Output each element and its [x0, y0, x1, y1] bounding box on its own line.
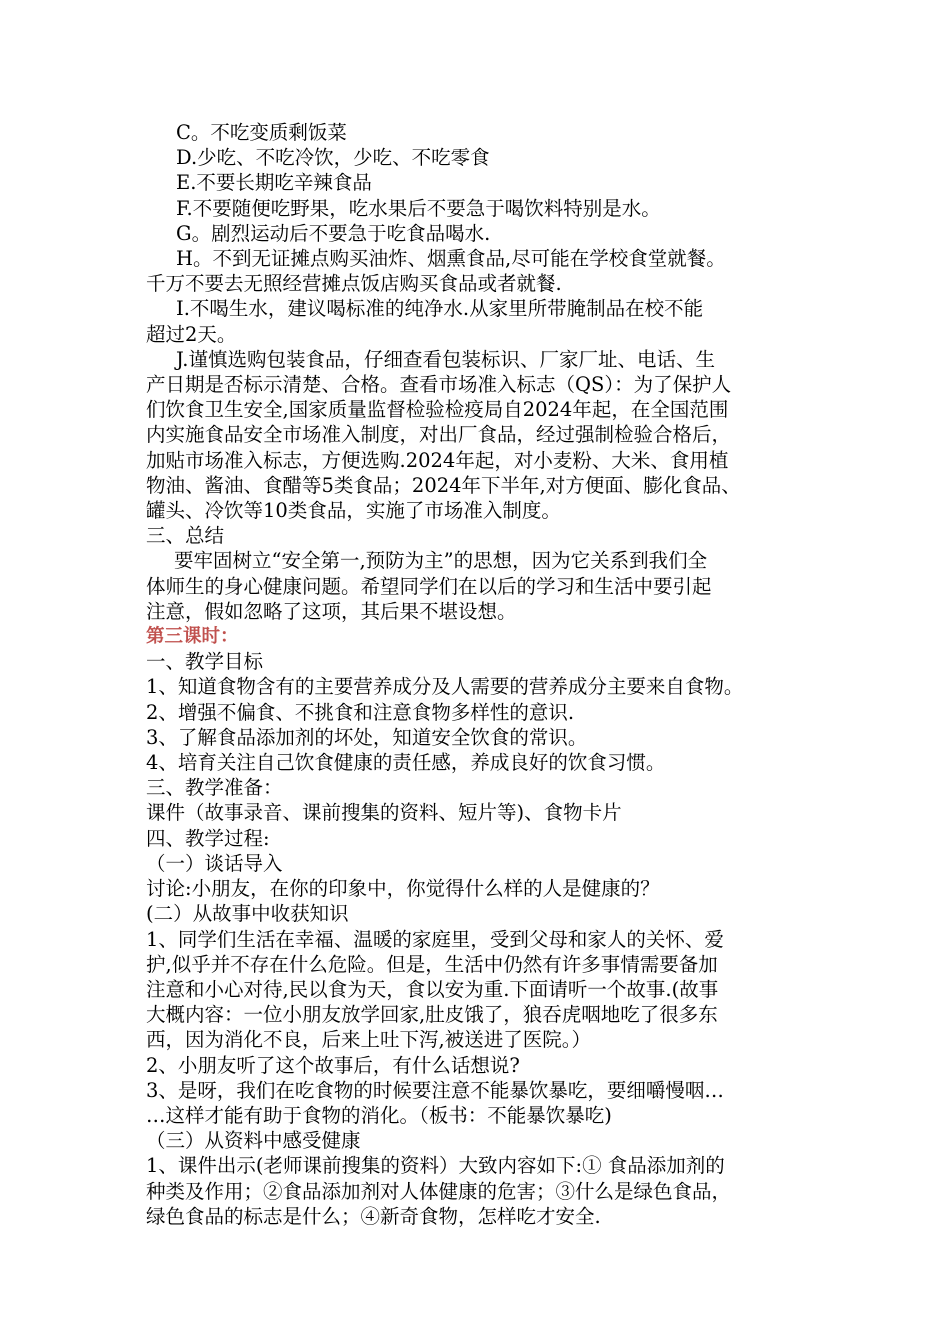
text-line: 超过2天。	[146, 322, 237, 346]
text-line: 3、是呀，我们在吃食物的时候要注意不能暴饮暴吃，要细嚼慢咽…	[146, 1078, 724, 1102]
subsection-heading: （一）谈话导入	[146, 851, 283, 875]
text-line: I.不喝生水，建议喝标准的纯净水.从家里所带腌制品在校不能	[176, 297, 704, 321]
text-line: 讨论:小朋友，在你的印象中，你觉得什么样的人是健康的？	[146, 877, 660, 901]
text-line: J.谨慎选购包装食品，仔细查看包装标识、厂家厂址、电话、生	[176, 347, 716, 371]
text-line: 1、课件出示(老师课前搜集的资料）大致内容如下:① 食品添加剂的	[146, 1154, 725, 1178]
section-heading: 四、教学过程:	[146, 826, 270, 850]
text-line: 体师生的身心健康问题。希望同学们在以后的学习和生活中要引起	[146, 574, 712, 598]
lesson-heading: 第三课时：	[146, 626, 239, 648]
text-line: 要牢固树立“安全第一,预防为主”的思想，因为它关系到我们全	[174, 549, 708, 573]
subsection-heading: (二）从故事中收获知识	[146, 902, 349, 926]
text-line: 种类及作用；②食品添加剂对人体健康的危害；③什么是绿色食品，	[146, 1179, 732, 1203]
text-line: 内实施食品安全市场准入制度，对出厂食品，经过强制检验合格后，	[146, 423, 732, 447]
text-line: 千万不要去无照经营摊点饭店购买食品或者就餐.	[146, 272, 562, 296]
text-line: 1、同学们生活在幸福、温暖的家庭里，受到父母和家人的关怀、爱	[146, 927, 724, 951]
text-line: 西，因为消化不良，后来上吐下泻,被送进了医院。）	[146, 1028, 591, 1052]
text-line: 4、培育关注自己饮食健康的责任感，养成良好的饮食习惯。	[146, 751, 666, 775]
text-line: G。剧烈运动后不要急于吃食品喝水.	[176, 221, 491, 245]
text-line: 产日期是否标示清楚、合格。查看市场准入标志（QS）：为了保护人	[146, 373, 732, 397]
section-heading: 一、教学目标	[146, 650, 264, 674]
text-line: 注意，假如忽略了这项，其后果不堪设想。	[146, 599, 517, 623]
text-line: 2、增强不偏食、不挑食和注意食物多样性的意识.	[146, 700, 575, 724]
subsection-heading: （三）从资料中感受健康	[146, 1129, 361, 1153]
text-line: 注意和小心对待,民以食为天，食以安为重.下面请听一个故事.(故事	[146, 977, 719, 1001]
section-heading: 三、教学准备：	[146, 776, 283, 800]
text-line: 物油、酱油、食醋等5类食品；2024年下半年,对方便面、膨化食品、	[146, 473, 741, 497]
text-line: 罐头、冷饮等10类食品，实施了市场准入制度。	[146, 499, 561, 523]
text-line: 1、知道食物含有的主要营养成分及人需要的营养成分主要来自食物。	[146, 675, 744, 699]
text-line: 2、小朋友听了这个故事后，有什么话想说?	[146, 1053, 520, 1077]
text-line: 3、了解食品添加剂的坏处，知道安全饮食的常识。	[146, 725, 588, 749]
section-heading: 三、总结	[146, 524, 225, 548]
text-line: D.少吃、不吃冷饮，少吃、不吃零食	[176, 146, 490, 170]
text-line: 们饮食卫生安全,国家质量监督检验检疫局自2024年起，在全国范围	[146, 398, 729, 422]
text-line: …这样才能有助于食物的消化。（板书：不能暴饮暴吃)	[146, 1103, 612, 1127]
text-line: E.不要长期吃辛辣食品	[176, 171, 372, 195]
text-line: F.不要随便吃野果，吃水果后不要急于喝饮料特别是水。	[176, 196, 661, 220]
text-line: 加贴市场准入标志，方便选购.2024年起，对小麦粉、大米、食用植	[146, 448, 729, 472]
document-page	[146, 120, 818, 1229]
text-line: 课件（故事录音、课前搜集的资料、短片等)、食物卡片	[146, 801, 622, 825]
text-line: 绿色食品的标志是什么；④新奇食物，怎样吃才安全.	[146, 1204, 601, 1228]
text-line: C。不吃变质剩饭菜	[176, 121, 347, 144]
text-line: 护,似乎并不存在什么危险。但是，生活中仍然有许多事情需要备加	[146, 952, 718, 976]
text-line: 大概内容：一位小朋友放学回家,肚皮饿了，狼吞虎咽地吃了很多东	[146, 1003, 718, 1027]
text-line: H。不到无证摊点购买油炸、烟熏食品,尽可能在学校食堂就餐。	[176, 247, 726, 271]
